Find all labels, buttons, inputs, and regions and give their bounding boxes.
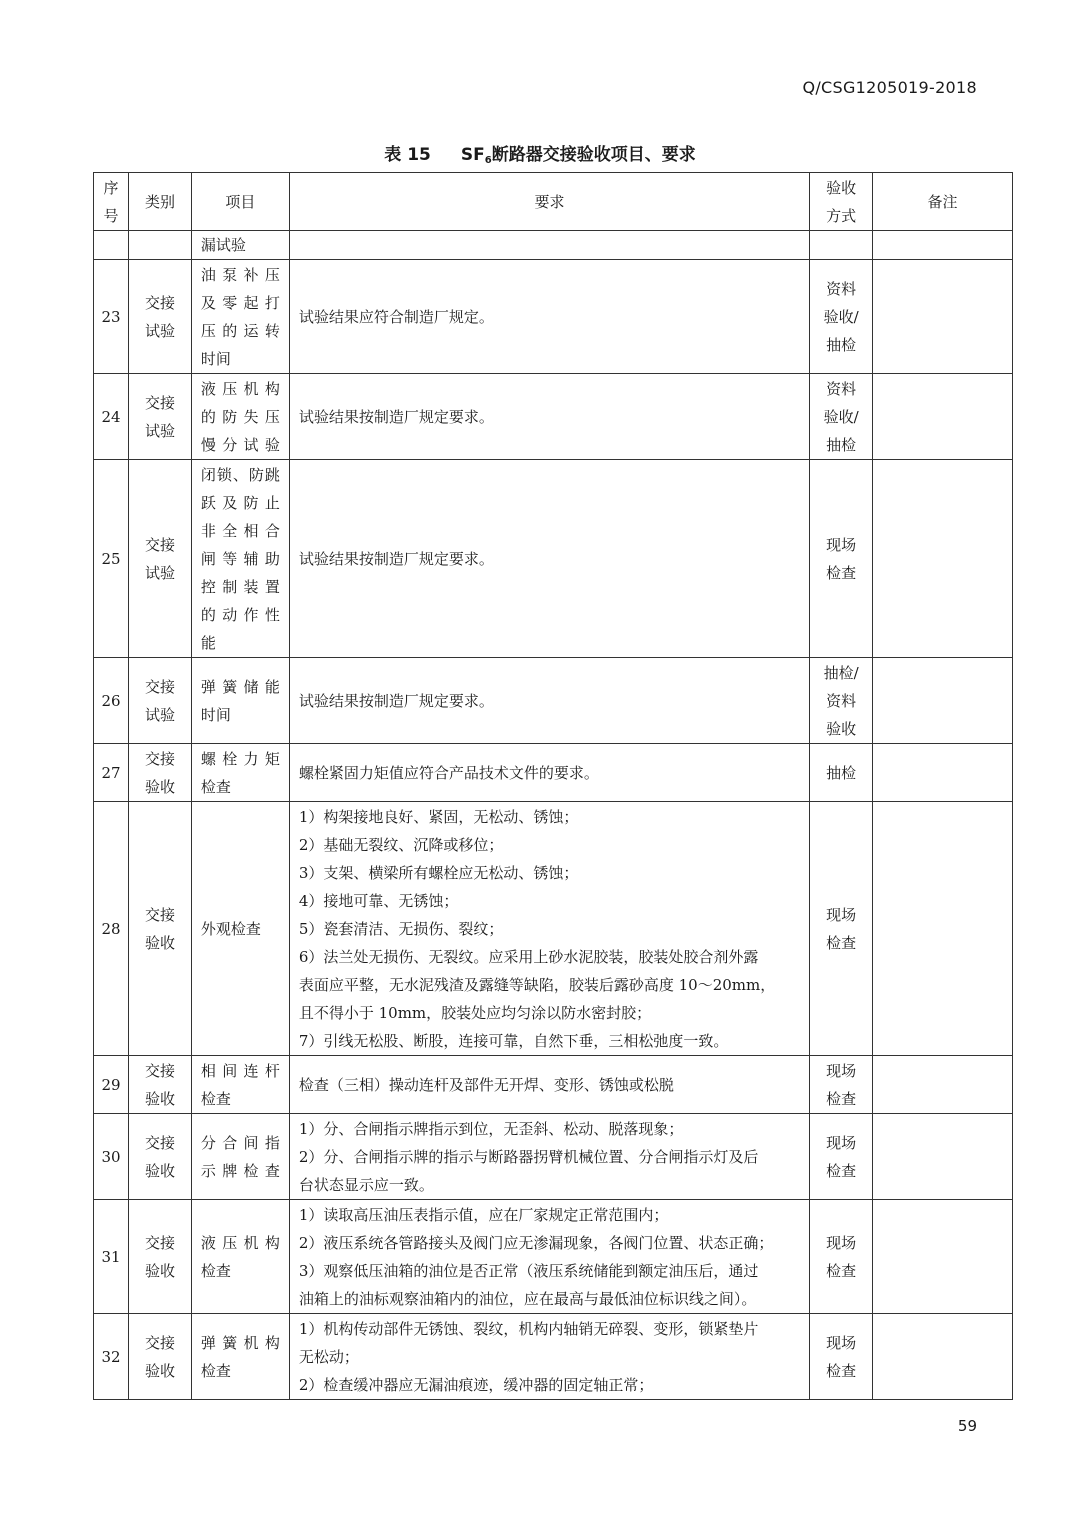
table-row — [94, 231, 1013, 260]
row-method: 资料 验收/ 抽检 — [810, 374, 873, 460]
row-item: 相间连杆 检查 — [191, 1056, 289, 1114]
row-seq: 27 — [94, 744, 129, 802]
document-code: Q/CSG1205019-2018 — [802, 78, 977, 97]
row-requirement: 1）分、合闸指示牌指示到位，无歪斜、松动、脱落现象； 2）分、合闸指示牌的指示与断路器拐臂机械位置、分合闸指示灯及后 台状态显示应一致。 — [289, 1114, 809, 1200]
row-requirement — [289, 231, 809, 260]
row-requirement: 1）构架接地良好、紧固，无松动、锈蚀； 2）基础无裂纹、沉降或移位； 3）支架、横梁所有螺栓应无松动、锈蚀； 4）接地可靠、无锈蚀； 5）瓷套清洁、无损伤、裂纹； 6）法兰处无损伤、无裂纹。应采用上砂水泥胶装，胶装处胶合剂外露 表面应平整，无水泥残渣及露缝等缺陷，胶装后露砂高度 10～20mm， 且不得小于 10mm，胶装处应均匀涂以防水密封胶； 7）引线无松股、断股，连接可靠，自然下垂，三相松弛度一致。 — [289, 802, 809, 1056]
row-seq — [94, 231, 129, 260]
title-rest: 断路器交接验收项目、要求 — [491, 145, 696, 165]
table-row — [94, 802, 1013, 1056]
table-row — [94, 260, 1013, 374]
row-method: 现场 检查 — [810, 1114, 873, 1200]
row-item: 漏试验 — [191, 231, 289, 260]
row-seq: 29 — [94, 1056, 129, 1114]
row-method — [810, 231, 873, 260]
row-item: 闭锁、防跳 跃及防止 非全相合 闸等辅助 控制装置 的动作性 能 — [191, 460, 289, 658]
row-category: 交接 验收 — [128, 1056, 191, 1114]
row-category: 交接 试验 — [128, 460, 191, 658]
row-item: 液压机构 的防失压 慢分试验 — [191, 374, 289, 460]
row-seq: 26 — [94, 658, 129, 744]
row-item: 弹簧机构 检查 — [191, 1314, 289, 1400]
table-row — [94, 1314, 1013, 1400]
row-method: 抽检 — [810, 744, 873, 802]
row-remark — [873, 658, 1013, 744]
row-requirement: 检查（三相）操动连杆及部件无开焊、变形、锈蚀或松脱 — [289, 1056, 809, 1114]
row-seq: 23 — [94, 260, 129, 374]
row-seq: 31 — [94, 1200, 129, 1314]
acceptance-table — [93, 172, 1013, 1400]
row-requirement: 试验结果应符合制造厂规定。 — [289, 260, 809, 374]
row-item: 弹簧储能 时间 — [191, 658, 289, 744]
row-requirement: 试验结果按制造厂规定要求。 — [289, 374, 809, 460]
row-seq: 25 — [94, 460, 129, 658]
row-remark — [873, 1314, 1013, 1400]
row-method: 现场 检查 — [810, 1200, 873, 1314]
row-method: 现场 检查 — [810, 1056, 873, 1114]
title-prefix: SF — [460, 145, 485, 165]
row-item: 外观检查 — [191, 802, 289, 1056]
row-requirement: 螺栓紧固力矩值应符合产品技术文件的要求。 — [289, 744, 809, 802]
row-category: 交接 验收 — [128, 1314, 191, 1400]
row-remark — [873, 231, 1013, 260]
row-seq: 32 — [94, 1314, 129, 1400]
table-row — [94, 1056, 1013, 1114]
row-category: 交接 验收 — [128, 744, 191, 802]
page-number: 59 — [957, 1417, 977, 1435]
table-header-row — [94, 173, 1013, 231]
row-method: 资料 验收/ 抽检 — [810, 260, 873, 374]
row-seq: 24 — [94, 374, 129, 460]
row-requirement: 1）机构传动部件无锈蚀、裂纹，机构内轴销无碎裂、变形，锁紧垫片 无松动； 2）检查缓冲器应无漏油痕迹，缓冲器的固定轴正常； — [289, 1314, 809, 1400]
row-method: 现场 检查 — [810, 460, 873, 658]
row-remark — [873, 260, 1013, 374]
row-item: 分合间指 示牌检查 — [191, 1114, 289, 1200]
row-method: 现场 检查 — [810, 802, 873, 1056]
title-subscript: 6 — [484, 155, 492, 166]
row-remark — [873, 1056, 1013, 1114]
table-row — [94, 1200, 1013, 1314]
table-number: 表 15 — [384, 145, 431, 165]
row-category: 交接 验收 — [128, 1114, 191, 1200]
row-remark — [873, 802, 1013, 1056]
table-row — [94, 460, 1013, 658]
row-remark — [873, 374, 1013, 460]
table-row — [94, 658, 1013, 744]
table-row — [94, 374, 1013, 460]
header-requirement: 要求 — [289, 173, 809, 231]
row-remark — [873, 1200, 1013, 1314]
row-category: 交接 试验 — [128, 658, 191, 744]
row-seq: 28 — [94, 802, 129, 1056]
header-method: 验收 方式 — [810, 173, 873, 231]
row-category: 交接 验收 — [128, 802, 191, 1056]
row-requirement: 1）读取高压油压表指示值，应在厂家规定正常范围内； 2）液压系统各管路接头及阀门应无渗漏现象，各阀门位置、状态正确； 3）观察低压油箱的油位是否正常（液压系统储能到额定油压后，通过 油箱上的油标观察油箱内的油位，应在最高与最低油位标识线之间）。 — [289, 1200, 809, 1314]
row-category — [128, 231, 191, 260]
row-remark — [873, 1114, 1013, 1200]
row-category: 交接 试验 — [128, 260, 191, 374]
row-method: 抽检/ 资料 验收 — [810, 658, 873, 744]
row-method: 现场 检查 — [810, 1314, 873, 1400]
row-item: 油泵补压 及零起打 压的运转 时间 — [191, 260, 289, 374]
row-requirement: 试验结果按制造厂规定要求。 — [289, 658, 809, 744]
row-remark — [873, 460, 1013, 658]
table-row — [94, 744, 1013, 802]
row-item: 螺栓力矩 检查 — [191, 744, 289, 802]
row-requirement: 试验结果按制造厂规定要求。 — [289, 460, 809, 658]
row-category: 交接 验收 — [128, 1200, 191, 1314]
row-category: 交接 试验 — [128, 374, 191, 460]
header-category: 类别 — [128, 173, 191, 231]
row-seq: 30 — [94, 1114, 129, 1200]
header-seq: 序 号 — [94, 173, 129, 231]
row-item: 液压机构 检查 — [191, 1200, 289, 1314]
header-item: 项目 — [191, 173, 289, 231]
table-title — [0, 140, 1080, 166]
row-remark — [873, 744, 1013, 802]
header-remark: 备注 — [873, 173, 1013, 231]
table-row — [94, 1114, 1013, 1200]
